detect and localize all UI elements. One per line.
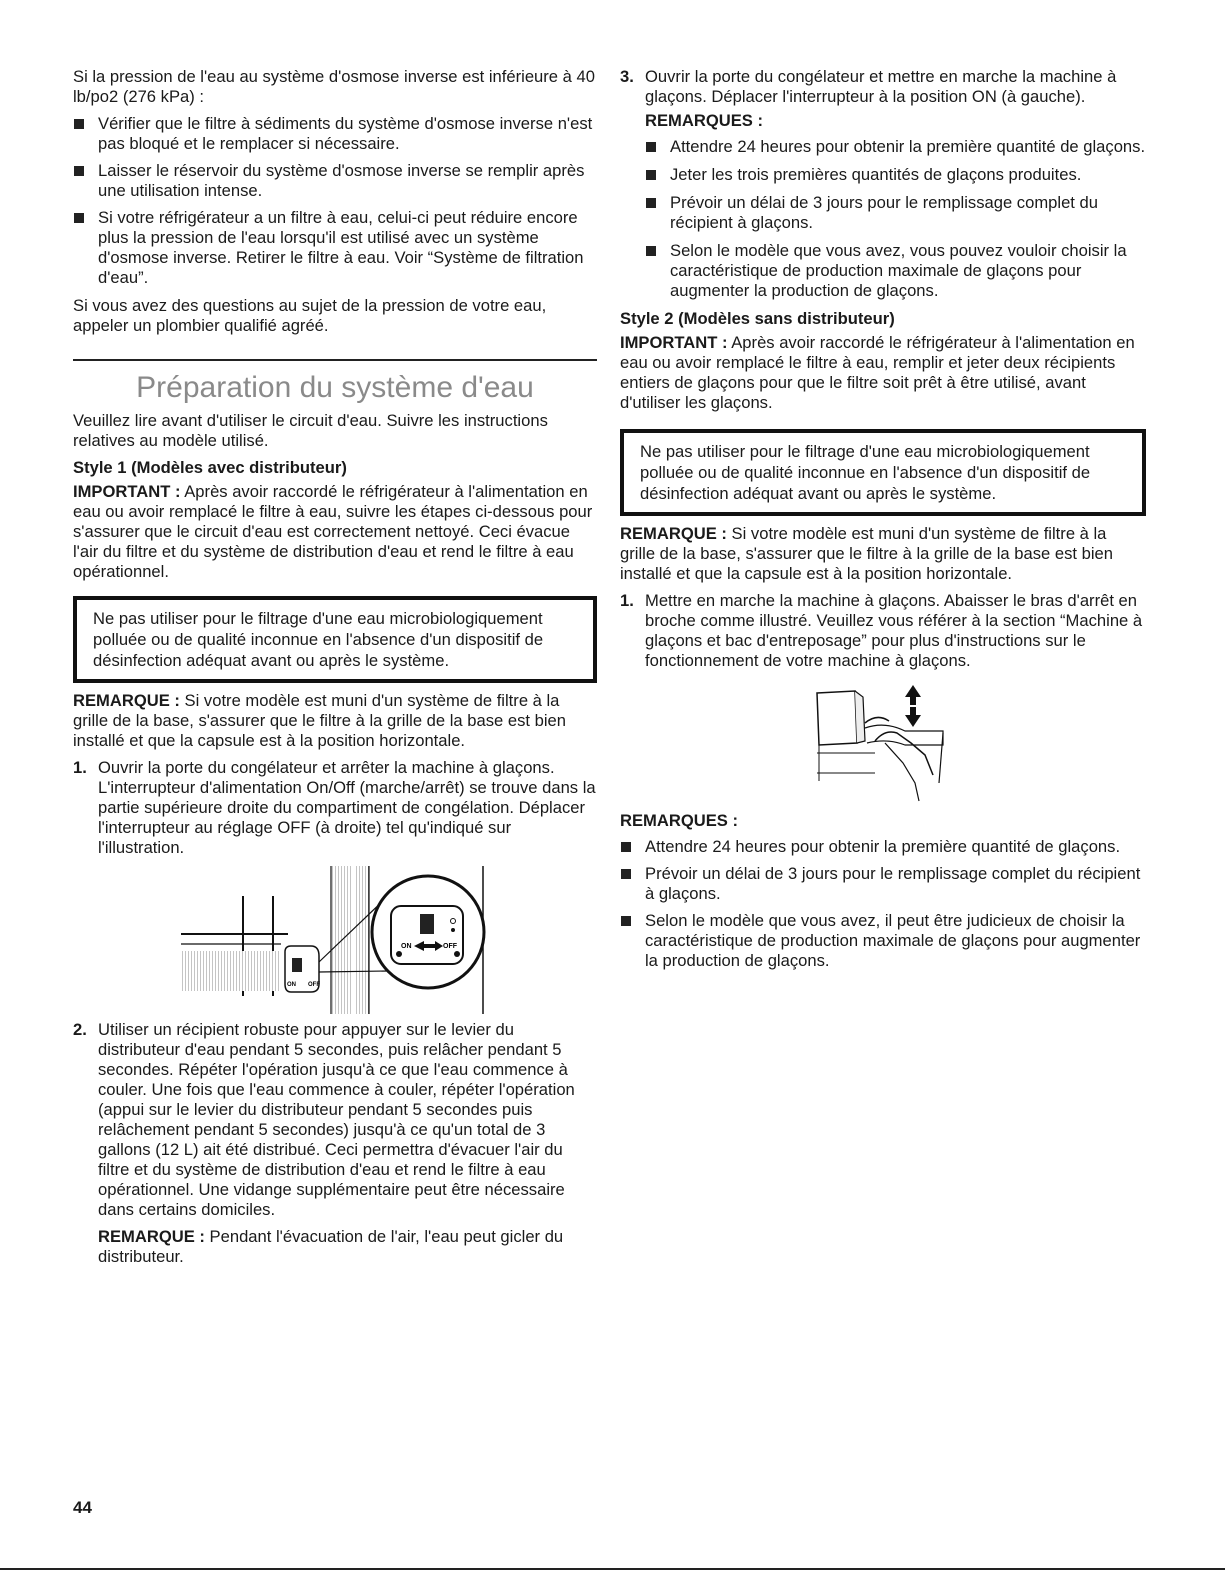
step-text: Utiliser un récipient robuste pour appuyer sur le levier du distributeur d'eau pendant 5 secondes, puis relâcher pendant 5 secondes. Répéter l'opération jusqu'à ce que l'eau commence à couler. Une fois que l'eau commence à couler, répéter l'opération (appui sur le levier du distributeur pendant 5 secondes puis relâchement pendant 5 secondes) jusqu'à ce qu'un total de 3 gallons (12 L) ait été distribué. Ceci permettra d'évacuer l'air du filtre et du système de distribution d'eau et rend le filtre à eau opérationnel. Une vidange supplémentaire peut être nécessaire dans certains domiciles. (98, 1020, 575, 1219)
osmosis-intro: Si la pression de l'eau au système d'osmose inverse est inférieure à 40 lb/po2 (276 kPa) : (73, 67, 595, 106)
remarques-title: REMARQUES : (620, 811, 739, 830)
list-item: Si votre réfrigérateur a un filtre à eau, celui-ci peut réduire encore plus la pression de l'eau lorsqu'il est utilisé avec un système d'osmose inverse. Retirer le filtre à eau. Voir “Système de filtration d'eau”. (73, 208, 597, 288)
section-intro: Veuillez lire avant d'utiliser le circuit d'eau. Suivre les instructions relatives au modèle utilisé. (73, 411, 548, 450)
remarques-title: REMARQUES : (645, 111, 764, 130)
warning-text: Ne pas utiliser pour le filtrage d'une eau microbiologiquement polluée ou de qualité inconnue en l'absence d'un dispositif de désinfection adéquat avant ou après le système. (640, 442, 1091, 503)
remarque-text: Pendant l'évacuation de l'air, l'eau peut gicler du distributeur. (98, 1227, 564, 1266)
step-number: 1. (620, 591, 634, 610)
freezer-switch-diagram (173, 866, 503, 1014)
style2-steps (620, 591, 1146, 671)
step2-remarque (98, 1227, 597, 1267)
step-text: Mettre en marche la machine à glaçons. Abaisser le bras d'arrêt en broche comme illustré. Veuillez vous référer à la section “Machine à glaçons et bac d'entreposage” pour plus d'instructions sur le fonctionnement de votre machine à glaçons. (645, 591, 1143, 670)
left-column (73, 67, 597, 1275)
zoom-off-label: OFF (443, 943, 457, 950)
step-text: Ouvrir la porte du congélateur et arrêter la machine à glaçons. L'interrupteur d'alimentation On/Off (marche/arrêt) se trouve dans la partie supérieure droite du compartiment de congélation. Déplacer l'interrupteur au réglage OFF (à droite) tel qu'indiqué sur l'illustration. (98, 758, 596, 857)
list-item: Prévoir un délai de 3 jours pour le remplissage complet du récipient à glaçons. (620, 864, 1146, 904)
style1-steps-continued (73, 1020, 597, 1267)
switch-illustration (173, 866, 503, 1014)
bottom-rule (0, 1568, 1225, 1570)
style2-remarque (620, 524, 1146, 584)
page-number: 44 (73, 1498, 92, 1517)
important-label: IMPORTANT : (620, 333, 728, 352)
warning-box (620, 429, 1146, 516)
important-text: Après avoir raccordé le réfrigérateur à l'alimentation en eau ou avoir remplacé le filtre à eau, suivre les étapes ci-dessous pour s'assurer que le circuit d'eau est correctement nettoyé. Ceci évacue l'air du filtre et du système de distribution d'eau et rend le filtre à eau opérationnel. (73, 482, 593, 581)
zoom-on-label: ON (401, 943, 412, 950)
step-number: 3. (620, 67, 634, 86)
step-item (73, 1020, 597, 1267)
step-number: 2. (73, 1020, 87, 1039)
list-item: Vérifier que le filtre à sédiments du système d'osmose inverse n'est pas bloqué et le remplacer si nécessaire. (73, 114, 597, 154)
style1-heading: Style 1 (Modèles avec distributeur) (73, 458, 347, 477)
style2-heading: Style 2 (Modèles sans distributeur) (620, 309, 895, 328)
list-item: Jeter les trois premières quantités de glaçons produites. (645, 165, 1146, 185)
style1-step3 (620, 67, 1146, 301)
right-column (620, 67, 1146, 979)
style1-important (73, 482, 597, 582)
important-label: IMPORTANT : (73, 482, 181, 501)
style1-steps (73, 758, 597, 858)
list-item: Attendre 24 heures pour obtenir la première quantité de glaçons. (620, 837, 1146, 857)
section-title: Préparation du système d'eau (136, 371, 534, 404)
list-item: Laisser le réservoir du système d'osmose inverse se remplir après une utilisation intense. (73, 161, 597, 201)
list-item: Selon le modèle que vous avez, il peut être judicieux de choisir la caractéristique de production maximale de glaçons pour augmenter la production de glaçons. (620, 911, 1146, 971)
style1-remarque (73, 691, 597, 751)
osmosis-checklist (73, 114, 597, 288)
list-item: Selon le modèle que vous avez, vous pouvez vouloir choisir la caractéristique de production maximale de glaçons pour augmenter la production de glaçons. (645, 241, 1146, 301)
small-off-label: OFF (308, 982, 320, 988)
step-number: 1. (73, 758, 87, 777)
step-item (620, 67, 1146, 301)
ice-maker-arm-diagram (815, 683, 950, 803)
section-divider (73, 359, 597, 361)
step-item (620, 591, 1146, 671)
important-text: Après avoir raccordé le réfrigérateur à l'alimentation en eau ou avoir remplacé le filtre à eau, remplir et jeter deux récipients entiers de glaçons pour que le filtre soit prêt à être utilisé, avant d'utiliser les glaçons. (620, 333, 1135, 412)
small-on-label: ON (287, 982, 296, 988)
remarque-label: REMARQUE : (73, 691, 180, 710)
icemaker-illustration (815, 683, 950, 803)
step3-remarques (645, 137, 1146, 301)
list-item: Prévoir un délai de 3 jours pour le remplissage complet du récipient à glaçons. (645, 193, 1146, 233)
remarque-text: Si votre modèle est muni d'un système de filtre à la grille de la base, s'assurer que le filtre à la grille de la base est bien installé et que la capsule est à la position horizontale. (620, 524, 1113, 583)
remarque-label: REMARQUE : (98, 1227, 205, 1246)
remarque-text: Si votre modèle est muni d'un système de filtre à la grille de la base, s'assurer que le filtre à la grille de la base est bien installé et que la capsule est à la position horizontale. (73, 691, 566, 750)
warning-box (73, 596, 597, 683)
style2-important (620, 333, 1146, 413)
arrow-up-icon (905, 685, 921, 705)
plumber-advice: Si vous avez des questions au sujet de la pression de votre eau, appeler un plombier qualifié agréé. (73, 296, 547, 335)
warning-text: Ne pas utiliser pour le filtrage d'une eau microbiologiquement polluée ou de qualité inconnue en l'absence d'un dispositif de désinfection adéquat avant ou après le système. (93, 609, 544, 670)
step-text: Ouvrir la porte du congélateur et mettre en marche la machine à glaçons. Déplacer l'interrupteur à la position ON (à gauche). (645, 67, 1117, 106)
style2-remarques (620, 837, 1146, 971)
list-item: Attendre 24 heures pour obtenir la première quantité de glaçons. (645, 137, 1146, 157)
step-item (73, 758, 597, 858)
arrow-down-icon (905, 707, 921, 727)
remarque-label: REMARQUE : (620, 524, 727, 543)
